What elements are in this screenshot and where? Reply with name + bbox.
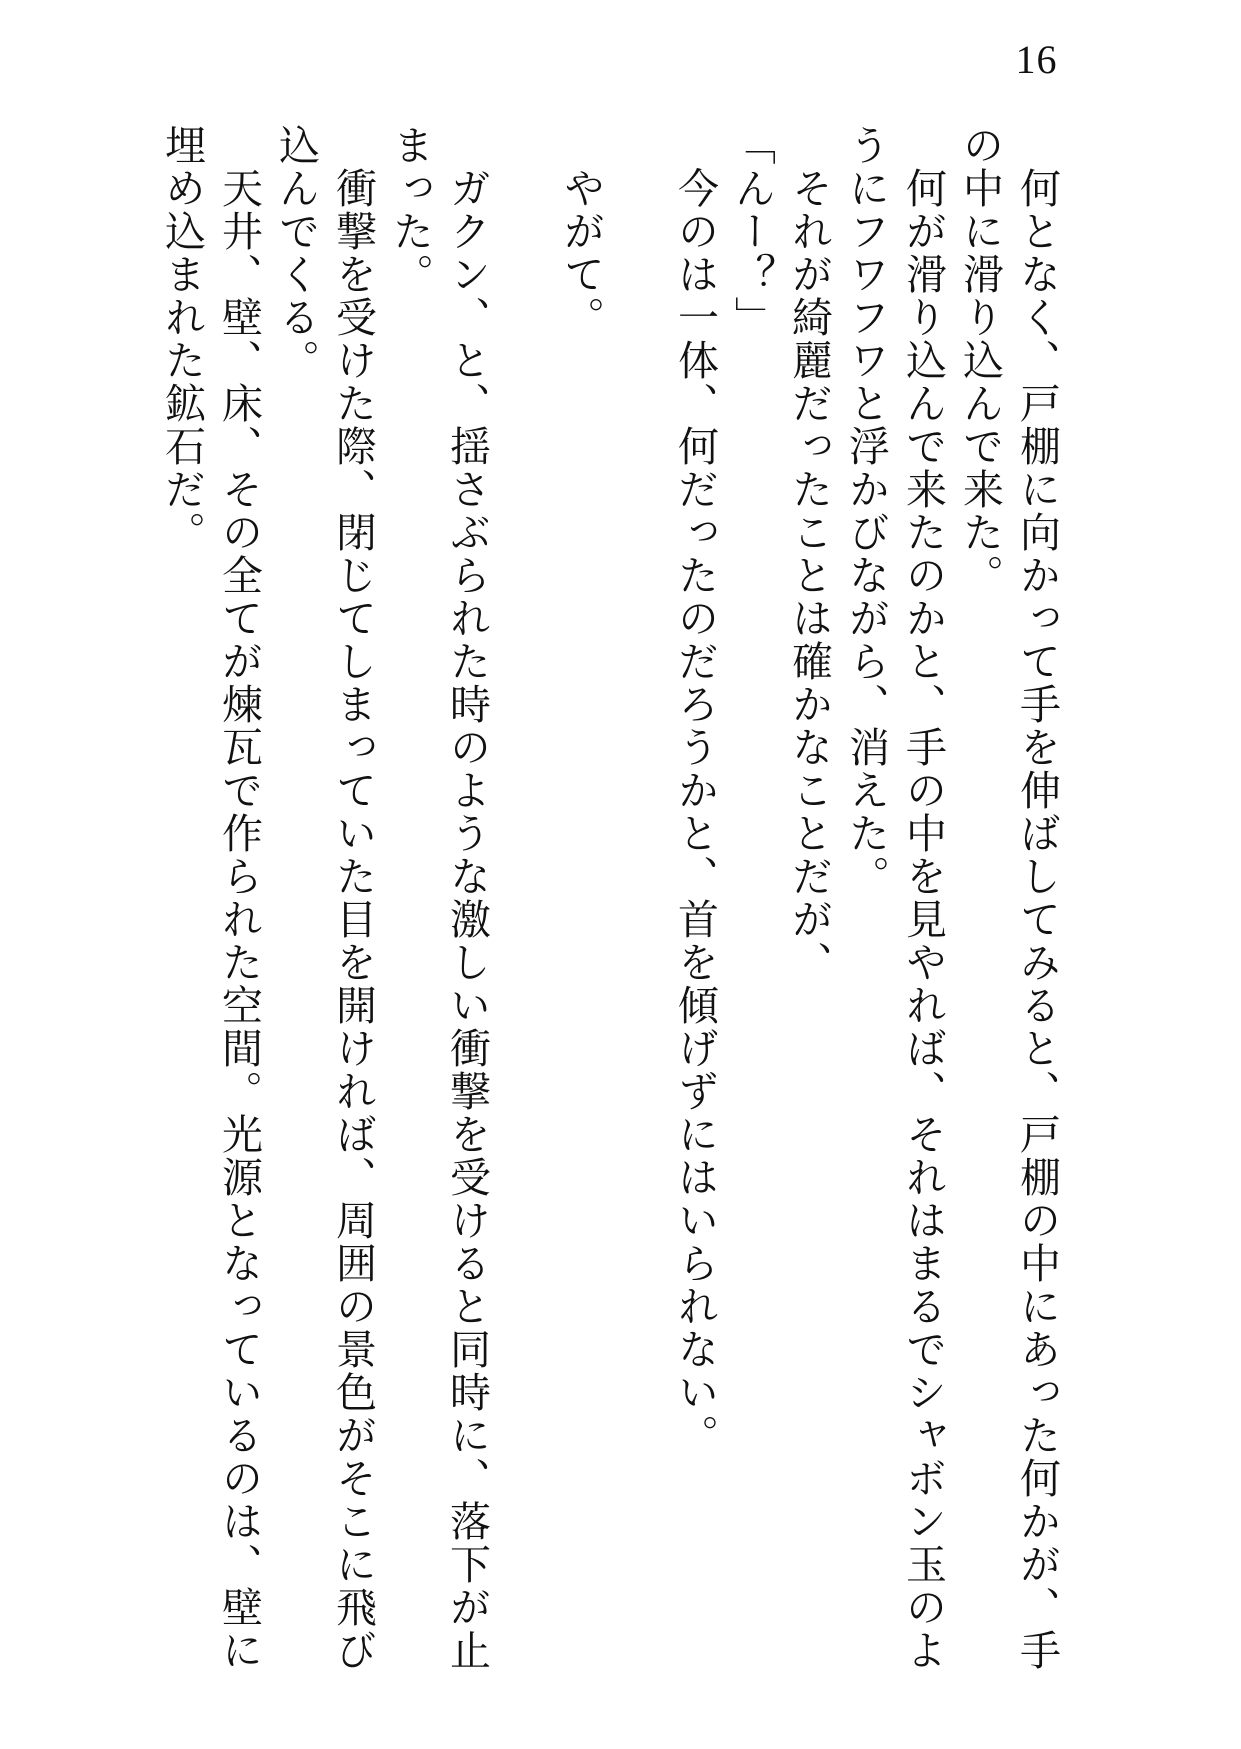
text-line: うにフワフワと浮かびながら、消えた。 bbox=[843, 124, 889, 898]
text-line: やがて。 bbox=[558, 167, 604, 339]
text-line: の中に滑り込んで来た。 bbox=[957, 124, 1003, 597]
text-line: それが綺麗だったことは確かなことだが、 bbox=[786, 167, 832, 984]
blank-line bbox=[609, 124, 666, 1684]
text-line: 「んー？」 bbox=[729, 124, 775, 339]
text-line: 埋め込まれた鉱石だ。 bbox=[159, 124, 205, 554]
text-block bbox=[153, 124, 1065, 1684]
text-line: 何となく、戸棚に向かって手を伸ばしてみると、戸棚の中にあった何かが、手 bbox=[1014, 167, 1060, 1672]
text-line: 衝撃を受けた際、閉じてしまっていた目を開ければ、周囲の景色がそこに飛び bbox=[330, 167, 376, 1672]
page-number: 16 bbox=[1015, 37, 1058, 82]
text-line: ガクン、と、揺さぶられた時のような激しい衝撃を受けると同時に、落下が止 bbox=[444, 167, 490, 1672]
text-line: まった。 bbox=[387, 124, 433, 296]
blank-line bbox=[495, 124, 552, 1684]
text-line: 込んでくる。 bbox=[273, 124, 319, 382]
text-line: 今のは一体、何だったのだろうかと、首を傾げずにはいられない。 bbox=[672, 167, 718, 1457]
text-line: 天井、壁、床、その全てが煉瓦で作られた空間。光源となっているのは、壁に bbox=[216, 167, 262, 1672]
text-line: 何が滑り込んで来たのかと、手の中を見やれば、それはまるでシャボン玉のよ bbox=[900, 167, 946, 1672]
